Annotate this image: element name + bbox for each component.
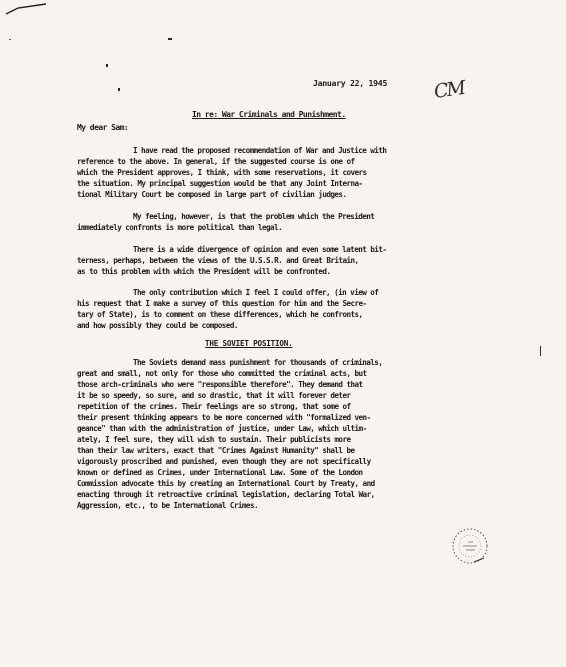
- text-line: There is a wide divergence of opinion and even some latent bit-: [133, 245, 387, 254]
- text-line: I have read the proposed recommendation of War and Justice with: [133, 146, 387, 155]
- text-line: terness, perhaps, between the views of the U.S.S.R. and Great Britain,: [77, 256, 359, 265]
- corner-mark: [0, 0, 60, 40]
- text-line: The only contribution which I feel I could offer, (in view of: [133, 288, 379, 297]
- text-line: repetition of the crimes. Their feelings are so strong, that some of: [77, 402, 351, 411]
- text-line: their present thinking appears to be more concerned with "formalized ven-: [77, 413, 371, 422]
- handwritten-initials: CM: [432, 77, 466, 103]
- scan-speck: [540, 346, 541, 356]
- text-line: those arch-criminals who were "responsible therefore". They demand that: [77, 380, 363, 389]
- text-line: known or defined as Crimes, under International Law. Some of the London: [77, 468, 363, 477]
- scan-speck: [118, 88, 120, 91]
- text-line: geance" than with the administration of justice, under Law, which ultim-: [77, 424, 367, 433]
- text-line: immediately confronts is more political than legal.: [77, 223, 283, 232]
- text-line: great and small, not only for those who committed the criminal acts, but: [77, 369, 367, 378]
- text-line: as to this problem with which the President will be confronted.: [77, 267, 331, 276]
- text-line: than their law writers, exact that "Crimes Against Humanity" shall be: [77, 446, 355, 455]
- text-line: and how possibly they could be composed.: [77, 321, 238, 330]
- subject-line: In re: War Criminals and Punishment.: [192, 110, 346, 119]
- archive-stamp-seal: [448, 524, 492, 568]
- section-heading: THE SOVIET POSITION.: [205, 339, 293, 348]
- salutation: My dear Sam:: [77, 123, 129, 132]
- text-line: enacting through it retroactive criminal legislation, declaring Total War,: [77, 490, 375, 499]
- text-line: The Soviets demand mass punishment for thousands of criminals,: [133, 358, 383, 367]
- text-line: Commission advocate this by creating an International Court by Treaty, and: [77, 479, 375, 488]
- text-line: the situation. My principal suggestion would be that any Joint Interna-: [77, 179, 363, 188]
- text-line: vigorously proscribed and punished, even though they are not specifically: [77, 457, 371, 466]
- text-line: tary of State), is to comment on these differences, which he confronts,: [77, 310, 363, 319]
- text-line: it be so speedy, so sure, and so drastic, that it will forever deter: [77, 391, 351, 400]
- text-line: tional Military Court be composed in large part of civilian judges.: [77, 190, 347, 199]
- scan-speck: [168, 38, 172, 40]
- letter-date: January 22, 1945: [313, 78, 388, 88]
- text-line: reference to the above. In general, if the suggested course is one of: [77, 157, 355, 166]
- scan-speck: [106, 64, 108, 67]
- text-line: My feeling, however, is that the problem which the President: [133, 212, 375, 221]
- text-line: which the President approves, I think, with some reservations, it covers: [77, 168, 367, 177]
- text-line: his request that I make a survey of this question for him and the Secre-: [77, 299, 367, 308]
- text-line: Aggression, etc., to be International Crimes.: [77, 501, 258, 510]
- text-line: ately, I feel sure, they will wish to sustain. Their publicists more: [77, 435, 351, 444]
